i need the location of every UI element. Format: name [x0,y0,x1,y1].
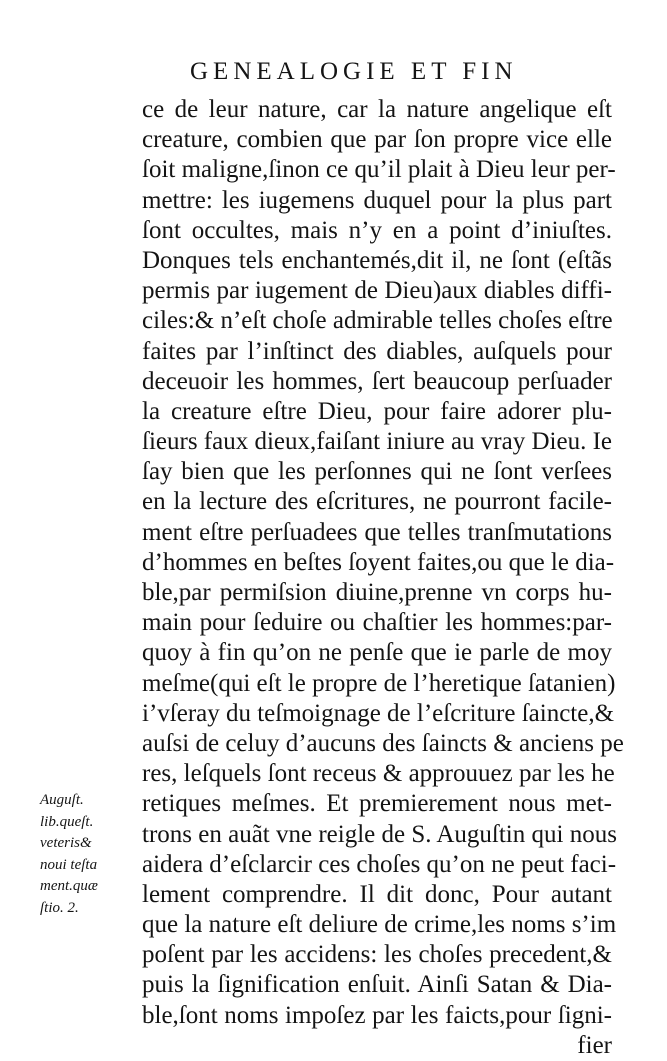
running-head: GENEALOGIE ET FIN [190,58,518,85]
text-line: creature, combien que par ſon propre vice elle [142,126,612,154]
text-line: faites par l’inſtinct des diables, auſquels pour [142,337,612,365]
text-line: lement comprendre. Il dit donc, Pour autant [142,880,612,908]
body-text [142,95,624,1061]
text-line: ſoit maligne,ſinon ce qu’il plait à Dieu leur per- [142,156,616,184]
text-line: Donques tels enchantemés,dit il, ne ſont (eſtãs [142,246,612,274]
text-line: ſont occultes, mais n’y en a point d’iniuſtes. [142,216,612,244]
text-line: retiques meſmes. Et premierement nous met- [142,790,612,818]
text-line: quoy à fin qu’on ne penſe que ie parle de moy [142,639,612,667]
text-line: auſsi de celuy d’aucuns des ſaincts & anciens pe [142,729,624,757]
margin-note-line: noui teſta [40,856,98,873]
margin-note-line: lib.queſt. [40,813,94,830]
text-line: main pour ſeduire ou chaſtier les hommes:par- [142,609,612,637]
text-line: ſieurs faux dieux,faiſant iniure au vray Dieu. Ie [142,428,612,456]
text-line: ciles:& n’eſt choſe admirable telles choſes eſtre [142,307,613,335]
text-line: trons en auãt vne reigle de S. Auguſtin qui nous [142,820,617,848]
text-line: ment eſtre perſuadees que telles tranſmutations [142,518,612,546]
text-line: permis par iugement de Dieu)aux diables diffi- [142,277,612,305]
text-line: ble,ſont noms impoſez par les faicts,pour ſigni- [142,1001,612,1029]
text-line: deceuoir les hommes, ſert beaucoup perſuader [142,367,612,395]
text-line: la creature eſtre Dieu, pour faire adorer plu- [142,397,612,425]
text-line: ſay bien que les perſonnes qui ne ſont verſees [142,458,612,486]
margin-note-line: veteris& [40,835,92,851]
margin-note-line: ſtio. 2. [40,899,79,916]
text-line: mettre: les iugemens duquel pour la plus part [142,186,612,214]
text-line: puis la ſignification enſuit. Ainſi Satan & Dia- [142,971,612,999]
text-line: d’hommes en beſtes ſoyent faites,ou que le dia- [142,548,615,576]
text-line: aidera d’eſclarcir ces choſes qu’on ne peut faci- [142,850,617,878]
text-line: ble,par permiſsion diuine,prenne vn corps hu- [142,579,612,606]
text-line: poſent par les accidens: les choſes precedent,& [142,941,612,969]
text-line: res, leſquels ſont receus & approuuez par les he [142,760,615,788]
text-line: en la lecture des eſcritures, ne pourront facile- [142,488,612,516]
margin-note-line: Auguſt. [40,792,84,808]
text-line: meſme(qui eſt le propre de l’heretique ſatanien) [142,669,616,697]
text-line: ce de leur nature, car la nature angelique eſt [142,96,612,123]
margin-note [40,790,140,919]
text-line: que la nature eſt deliure de crime,les noms s’im [142,911,617,939]
margin-note-line: ment.quæ [40,878,98,894]
text-line: i’vſeray du teſmoignage de l’eſcriture ſaincte,& [142,699,615,727]
text-line: fier [577,1031,612,1059]
